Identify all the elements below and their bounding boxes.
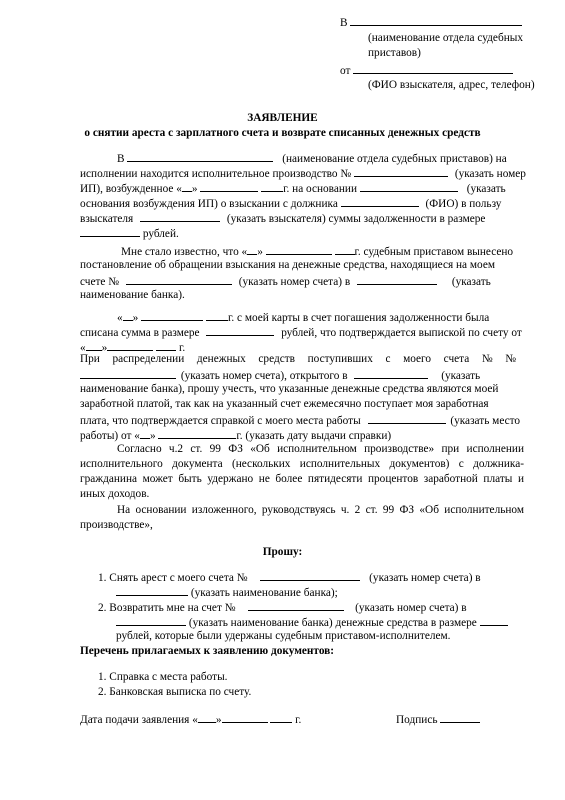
blank[interactable]	[341, 195, 419, 207]
signature-blank[interactable]	[440, 711, 480, 723]
date-line	[80, 711, 301, 728]
text: (указать	[451, 276, 491, 288]
blank[interactable]	[107, 339, 153, 351]
blank[interactable]	[261, 180, 283, 192]
to-blank[interactable]	[350, 14, 522, 26]
text: «	[80, 342, 86, 354]
text: »	[132, 312, 139, 324]
blank[interactable]	[266, 243, 332, 255]
text: »	[215, 714, 222, 726]
blank[interactable]	[127, 150, 273, 162]
blank[interactable]	[206, 324, 274, 336]
blank[interactable]	[141, 309, 203, 321]
from-caption: (ФИО взыскателя, адрес, телефон)	[368, 79, 535, 91]
attachments-heading: Перечень прилагаемых к заявлению документов:	[80, 645, 335, 657]
text: Подпись	[396, 714, 438, 726]
text: списана сумма в размере	[80, 327, 200, 339]
blank[interactable]	[140, 427, 150, 439]
p1-line-6	[80, 225, 179, 242]
signature-line	[396, 711, 480, 728]
blank[interactable]	[182, 180, 192, 192]
blank[interactable]	[248, 599, 344, 611]
text: (ФИО) в пользу	[425, 198, 502, 210]
basis-paragraph: На основании изложенного, руководствуясь ч. 2 ст. 99 ФЗ «Об исполнительном производстве»,	[80, 504, 524, 532]
text: «	[117, 312, 123, 324]
blank[interactable]	[222, 711, 268, 723]
blank[interactable]	[123, 309, 133, 321]
from-blank[interactable]	[353, 62, 513, 74]
blank[interactable]	[368, 412, 446, 424]
to-caption: (наименование отдела судебных	[368, 32, 523, 44]
text: г.	[178, 342, 186, 354]
text: »	[257, 246, 263, 258]
text: (указать номер	[454, 168, 526, 180]
blank[interactable]	[116, 584, 188, 596]
text: основания возбуждения ИП) о взыскании с должника	[80, 198, 338, 210]
blank[interactable]	[80, 225, 140, 237]
blank[interactable]	[156, 339, 176, 351]
blank[interactable]	[260, 569, 360, 581]
text: работы) от «	[80, 430, 140, 442]
request-item-2-line-3: рублей, которые были удержаны судебным приставом-исполнителем.	[116, 630, 451, 642]
p2-line-2: постановление об обращении взыскания на денежные средства, находящиеся на моем	[80, 259, 495, 271]
text: г. судебным приставом вынесено	[354, 246, 514, 258]
text: (указать номер счета) в	[355, 602, 467, 614]
blank[interactable]	[360, 180, 458, 192]
text: »	[149, 430, 156, 442]
blank[interactable]	[116, 614, 186, 626]
attachment-item: 2. Банковская выписка по счету.	[98, 686, 252, 698]
law-paragraph: Согласно ч.2 ст. 99 ФЗ «Об исполнительном производстве» при исполнении исполнительного документа (нескольких исполнительных документов) с должника-гражданина может быть удержано не более пятидесяти процентов заработной платы и иных доходов.	[80, 443, 524, 501]
blank[interactable]	[86, 339, 102, 351]
text: Дата подачи заявления «	[80, 714, 198, 726]
text: »	[191, 183, 198, 195]
p2-line-4: наименование банка).	[80, 289, 185, 301]
text: взыскателя	[80, 213, 134, 225]
text: ИП), возбужденное «	[80, 183, 182, 195]
text: рублей, что подтверждается выпиской по счету от	[281, 327, 522, 339]
p4-line-4: заработной платой, так как на указанный счет ежемесячно поступает моя заработная	[80, 398, 489, 410]
text: (указать наименование банка) денежные средства в размере	[188, 617, 477, 629]
blank[interactable]	[357, 273, 437, 285]
text: (указать место	[450, 415, 521, 427]
text: 1. Снять арест с моего счета №	[98, 572, 248, 584]
text: г. с моей карты в счет погашения задолженности была	[227, 312, 490, 324]
text: В	[117, 153, 125, 165]
text: (указать номер счета) в	[369, 572, 481, 584]
p4-line-1: При распределении денежных средств поступивших с моего счета № №	[80, 353, 517, 365]
blank[interactable]	[354, 367, 428, 379]
blank[interactable]	[126, 273, 232, 285]
text: (указать	[466, 183, 506, 195]
blank[interactable]	[354, 165, 448, 177]
text: (наименование отдела судебных приставов) на	[282, 153, 507, 165]
blank[interactable]	[335, 243, 355, 255]
to-line	[340, 14, 522, 31]
text: рублей.	[142, 228, 179, 240]
blank[interactable]	[158, 427, 236, 439]
text: г. (указать дату выдачи справки)	[236, 430, 392, 442]
page-title: ЗАЯВЛЕНИЕ	[247, 112, 318, 124]
blank[interactable]	[80, 367, 176, 379]
from-line	[340, 62, 513, 79]
text: (указать номер счета), открытого в	[180, 370, 348, 382]
text: г. на основании	[283, 183, 358, 195]
to-prefix: В	[340, 17, 348, 29]
request-heading: Прошу:	[262, 546, 303, 558]
blank[interactable]	[270, 711, 292, 723]
text: исполнении находится исполнительное производство №	[80, 168, 352, 180]
page-subtitle: о снятии ареста с зарплатного счета и возврате списанных денежных средств	[84, 127, 481, 139]
text: (указать	[441, 370, 481, 382]
to-caption-2: приставов)	[368, 47, 421, 59]
text: (указать взыскателя) суммы задолженности в размере	[226, 213, 486, 225]
text: (указать номер счета) в	[238, 276, 351, 288]
text: Мне стало известно, что «	[121, 246, 248, 258]
blank[interactable]	[206, 309, 228, 321]
p4-line-3: наименование банка), прошу учесть, что указанные денежные средства являются моей	[80, 383, 499, 395]
text: (указать наименование банка);	[190, 587, 338, 599]
blank[interactable]	[198, 711, 216, 723]
attachment-item: 1. Справка с места работы.	[98, 671, 228, 683]
blank[interactable]	[200, 180, 258, 192]
from-prefix: от	[340, 65, 351, 77]
blank[interactable]	[140, 210, 220, 222]
blank[interactable]	[247, 243, 257, 255]
blank[interactable]	[480, 614, 508, 626]
text: »	[101, 342, 108, 354]
text: счете №	[80, 276, 120, 288]
text: г.	[295, 714, 302, 726]
text: плата, что подтверждается справкой с моего места работы	[80, 415, 361, 427]
text: 2. Возвратить мне на счет №	[98, 602, 236, 614]
